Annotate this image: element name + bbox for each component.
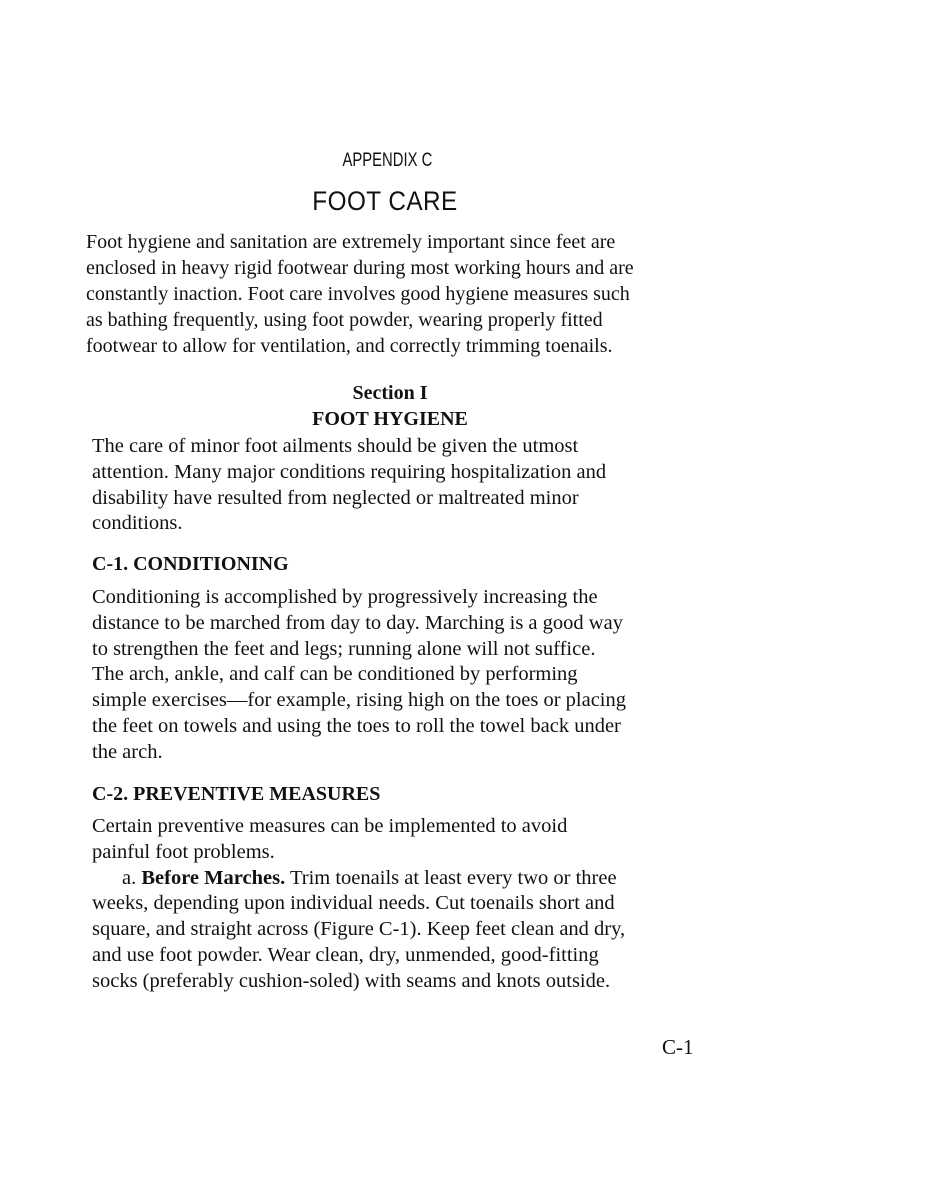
section-title: FOOT HYGIENE bbox=[312, 408, 468, 430]
item-a-label: Before Marches. bbox=[141, 866, 286, 889]
intro-line: as bathing frequently, using foot powder, wearing properly fitted bbox=[86, 309, 603, 331]
paragraph-line: simple exercises—for example, rising high on the toes or placing bbox=[92, 689, 627, 712]
paragraph-line: attention. Many major conditions requiring hospitalization and bbox=[92, 460, 607, 483]
paragraph-line: Certain preventive measures can be implemented to avoid bbox=[92, 815, 568, 837]
intro-line: Foot hygiene and sanitation are extremely important since feet are bbox=[86, 231, 616, 253]
paragraph-line: disability have resulted from neglected or maltreated minor bbox=[92, 486, 579, 509]
paragraph-line: to strengthen the feet and legs; running alone will not suffice. bbox=[92, 637, 596, 660]
item-a-first-line bbox=[92, 866, 692, 892]
conditioning-paragraph bbox=[92, 585, 692, 766]
page-title: FOOT CARE bbox=[312, 186, 458, 216]
intro-line: footwear to allow for ventilation, and correctly trimming toenails. bbox=[86, 335, 613, 357]
appendix-label: APPENDIX C bbox=[342, 150, 433, 171]
heading-c1-conditioning: C-1. CONDITIONING bbox=[92, 553, 289, 575]
paragraph-line: the feet on towels and using the toes to roll the towel back under bbox=[92, 714, 621, 737]
paragraph-line: distance to be marched from day to day. Marching is a good way bbox=[92, 611, 623, 634]
paragraph-line: The arch, ankle, and calf can be conditioned by performing bbox=[92, 663, 578, 686]
preventive-measures-paragraph bbox=[92, 814, 692, 995]
heading-c2-preventive-measures: C-2. PREVENTIVE MEASURES bbox=[92, 783, 381, 805]
paragraph-line: painful foot problems. bbox=[92, 840, 275, 863]
paragraph-line: The care of minor foot ailments should be given the utmost bbox=[92, 435, 579, 457]
intro-line: constantly inaction. Foot care involves good hygiene measures such bbox=[86, 283, 630, 305]
paragraph-line: weeks, depending upon individual needs. Cut toenails short and bbox=[92, 892, 615, 915]
paragraph-line: square, and straight across (Figure C-1). Keep feet clean and dry, bbox=[92, 918, 626, 941]
item-a-text: Trim toenails at least every two or three bbox=[285, 866, 617, 889]
section-number: Section I bbox=[352, 382, 428, 404]
paragraph-line: the arch. bbox=[92, 740, 163, 763]
paragraph-line: conditions. bbox=[92, 512, 183, 535]
intro-paragraph bbox=[86, 229, 690, 359]
paragraph-line: Conditioning is accomplished by progressively increasing the bbox=[92, 586, 598, 608]
item-a-prefix: a. bbox=[122, 866, 142, 889]
page-number: C-1 bbox=[662, 1035, 694, 1059]
section-intro-paragraph bbox=[92, 434, 692, 537]
intro-line: enclosed in heavy rigid footwear during most working hours and are bbox=[86, 257, 634, 279]
paragraph-line: and use foot powder. Wear clean, dry, unmended, good-fitting bbox=[92, 943, 599, 966]
paragraph-line: socks (preferably cushion-soled) with seams and knots outside. bbox=[92, 969, 611, 992]
